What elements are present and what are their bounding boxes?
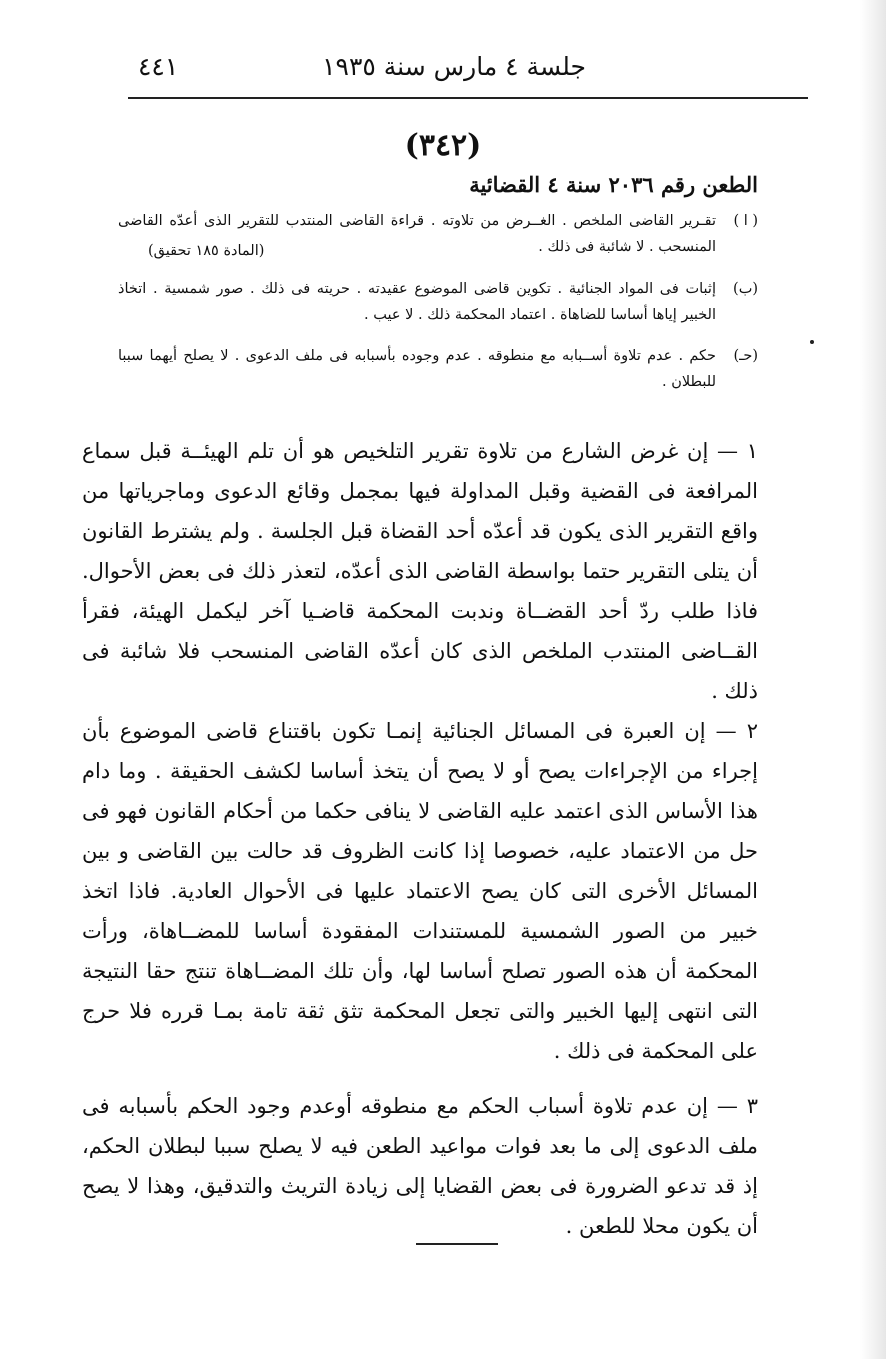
scan-edge-shadow [860, 0, 886, 1359]
end-rule [416, 1243, 498, 1245]
case-number: (٣٤٢) [404, 128, 482, 163]
page-number: ٤٤١ [138, 52, 179, 81]
principle-paragraph-3: ٣ — إن عدم تلاوة أسباب الحكم مع منطوقه أوعدم وجود الحكم بأسبابه فى ملف الدعوى إلى ما بعد فوات مواعيد الطعن فيه لا يصلح سببا لبطلان الحكم، إذ قد تدعو الضرورة فى بعض القضايا إلى زيادة التريث والتدقيق، وهذا لا يصح أن يكون محلا للطعن . [82, 1094, 758, 1238]
header-title: جلسة ٤ مارس سنة ١٩٣٥ [322, 52, 586, 81]
summary-item-c [118, 343, 758, 399]
summary-text: تقـرير القاضى الملخص . الغــرض من تلاوته . قراءة القاضى المنتدب للتقرير الذى أعدّه القاضى المنسحب . لا شائبة فى ذلك . [118, 213, 716, 255]
summary-text: إثبات فى المواد الجنائية . تكوين قاضى الموضوع عقيدته . حريته فى ذلك . صور شمسية . اتخاذ الخبير إياها أساسا للضاهاة . اعتماد المحكمة ذلك . لا عيب . [118, 281, 716, 323]
summary-key: ( ا ) [733, 213, 758, 229]
principle-paragraph-1: ١ — إن غرض الشارع من تلاوة تقرير التلخيص هو أن تلم الهيئــة قبل سماع المرافعة فى القضية وقبل المداولة فيها بمجمل وقائع الدعوى وماجرياتها من واقع التقرير الذى يكون قد أعدّه أحد القضاة قبل الجلسة . ولم يشترط القانون أن يتلى التقرير حتما بواسطة القاضى الذى أعدّه، لتعذر ذلك فى بعض الأحوال. فاذا طلب ردّ أحد القضــاة وندبت المحكمة قاضـيا آخر ليكمل الهيئة، فقرأ القــاضى المنتدب الملخص الذى كان أعدّه القاضى المنسحب فلا شائبة فى ذلك . [82, 439, 758, 703]
summary-reference: (المادة ١٨٥ تحقيق) [148, 243, 265, 259]
appeal-title: الطعن رقم ٢٠٣٦ سنة ٤ القضائية [469, 172, 758, 197]
header-rule [128, 97, 808, 99]
summary-item-a [118, 208, 758, 264]
summary-key: (حـ) [733, 348, 758, 364]
summary-key: (ب) [733, 281, 758, 297]
summary-text: حكم . عدم تلاوة أســبابه مع منطوقه . عدم وجوده بأسبابه فى ملف الدعوى . لا يصلح أيهما سببا للبطلان . [118, 348, 716, 390]
summary-item-b [118, 276, 758, 332]
running-header [130, 52, 806, 92]
principle-paragraph-2: ٢ — إن العبرة فى المسائل الجنائية إنمـا تكون باقتناع قاضى الموضوع بأن إجراء من الإجراءات يصح أو لا يصح أن يتخذ أساسا لكشف الحقيقة . وما دام هذا الأساس الذى اعتمد عليه القاضى لا ينافى حكما من أحكام القانون فهو فى حل من الاعتماد عليه، خصوصا إذا كانت الظروف قد حالت بين القاضى و بين المسائل الأخرى التى كان يصح الاعتماد عليها فى الأحوال العادية. فاذا اتخذ خبير من الصور الشمسية للمستندات المفقودة أساسا للمضــاهاة، ورأت المحكمة أن هذه الصور تصلح أساسا لها، وأن تلك المضــاهاة تنتج حقا النتيجة التى انتهى إليها الخبير والتى تجعل المحكمة تثق ثقة تامة بمـا قرره فلا حرج على المحكمة فى ذلك . [82, 719, 758, 1063]
margin-mark [810, 340, 814, 344]
